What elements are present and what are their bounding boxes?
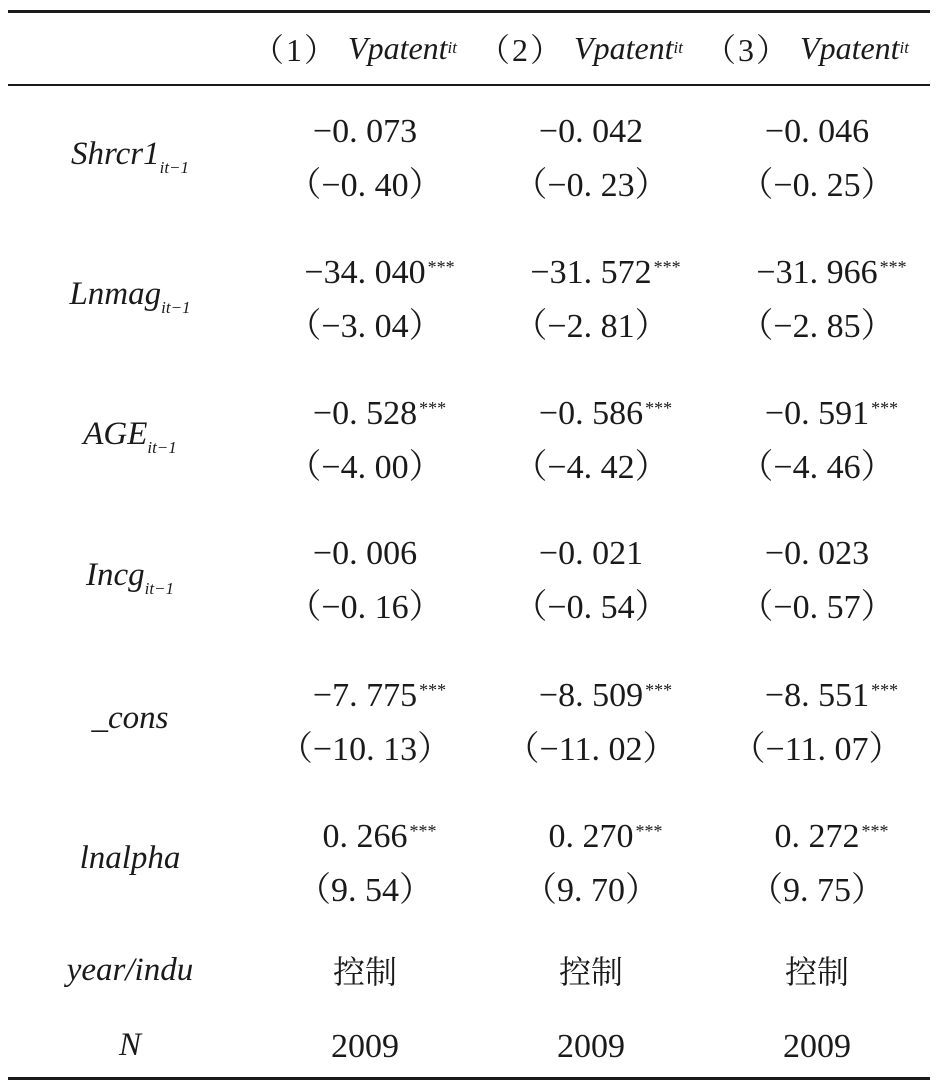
coef-cell [476,534,706,574]
row-label-n: N [118,1027,141,1063]
tstat-cell: （−0. 23） [513,167,669,204]
significance-stars: *** [635,821,663,841]
significance-stars: *** [861,821,889,841]
coef-cell [250,676,480,716]
row-label-text: AGE [83,416,148,452]
row-label-lnmag [10,276,250,318]
significance-stars: *** [879,257,907,277]
significance-stars: *** [645,680,673,700]
tstat-cell: （−11. 07） [731,731,903,768]
coefficient: −8. 509 [538,677,644,714]
row-label-text: Incg [85,557,145,593]
coef-cell [476,676,706,716]
coef-cell [702,253,932,293]
tstat-cell: （−4. 00） [287,449,443,486]
column-number: （2） [478,32,565,68]
column-variable: Vpatent [800,29,900,66]
coef-cell [702,676,932,716]
coefficient: −0. 042 [538,113,644,150]
table-header-rule [8,84,930,86]
coefficient: 0. 272 [774,818,860,855]
tstat-cell: （−2. 81） [513,308,669,345]
tstat-cell: （−0. 16） [287,589,443,626]
tstat-cell: （−3. 04） [287,308,443,345]
coefficient: −8. 551 [764,677,870,714]
row-label-cons [10,700,250,737]
tstat-cell: （9. 70） [523,872,659,909]
row-label-lnalpha [10,840,250,877]
n-cell: 2009 [331,1028,399,1065]
column-subscript: it [673,38,683,57]
significance-stars: *** [419,680,447,700]
significance-stars: *** [409,821,437,841]
control-cell: 控制 [558,953,623,991]
significance-stars: *** [419,398,447,418]
control-cell: 控制 [332,953,397,991]
coef-cell [476,817,706,857]
coefficient: −0. 021 [538,535,644,572]
coef-cell [250,534,480,574]
column-subscript: it [447,38,457,57]
tstat-cell: （9. 54） [297,872,433,909]
significance-stars: *** [653,257,681,277]
coef-cell [702,394,932,434]
column-subscript: it [899,38,909,57]
significance-stars: *** [427,257,455,277]
coef-cell [476,112,706,152]
significance-stars: *** [871,680,899,700]
n-cell: 2009 [557,1028,625,1065]
coef-cell [476,394,706,434]
table-bottom-rule [8,1077,930,1080]
coef-cell [250,817,480,857]
coef-cell [250,394,480,434]
coef-cell [702,112,932,152]
column-header-1 [252,22,457,74]
row-label-subscript: it−1 [147,438,177,457]
coef-cell [702,534,932,574]
row-label-text: _cons [91,700,169,736]
coefficient: −34. 040 [304,254,426,291]
column-variable: Vpatent [348,29,448,66]
tstat-cell: （−0. 54） [513,589,669,626]
coefficient: −0. 023 [764,535,870,572]
row-label-year-indu: year/indu [66,952,194,988]
coefficient: 0. 266 [322,818,408,855]
coef-cell [250,253,480,293]
coefficient: −7. 775 [312,677,418,714]
coef-cell [476,253,706,293]
n-cell: 2009 [783,1028,851,1065]
column-number: （1） [252,32,339,68]
row-label-text: Lnmag [69,276,162,312]
coef-cell [702,817,932,857]
tstat-cell: （−0. 40） [287,167,443,204]
row-label-text: Shrcr1 [70,136,160,172]
significance-stars: *** [871,398,899,418]
column-header-3 [704,22,909,74]
tstat-cell: （−4. 46） [739,449,895,486]
row-label-age [10,416,250,458]
significance-stars: *** [645,398,673,418]
tstat-cell: （−4. 42） [513,449,669,486]
row-label-incg [10,557,250,599]
coefficient: −0. 073 [312,113,418,150]
row-label-subscript: it−1 [144,579,175,598]
row-label-text: lnalpha [79,840,181,876]
coef-cell [250,112,480,152]
coefficient: −0. 006 [312,535,418,572]
tstat-cell: （−2. 85） [739,308,895,345]
tstat-cell: （−0. 25） [739,167,895,204]
tstat-cell: （9. 75） [749,872,885,909]
row-label-subscript: it−1 [161,298,191,317]
coefficient: −31. 966 [756,254,878,291]
tstat-cell: （−11. 02） [505,731,677,768]
coefficient: −0. 586 [538,395,644,432]
coefficient: −31. 572 [530,254,652,291]
coefficient: −0. 528 [312,395,418,432]
coefficient: −0. 046 [764,113,870,150]
tstat-cell: （−0. 57） [739,589,895,626]
control-cell: 控制 [784,953,849,991]
table-top-rule [8,10,930,13]
row-label-shrcr1 [10,136,250,178]
tstat-cell: （−10. 13） [278,731,452,768]
coefficient: −0. 591 [764,395,870,432]
row-label-subscript: it−1 [159,158,190,177]
column-header-2 [478,22,683,74]
column-variable: Vpatent [574,29,674,66]
coefficient: 0. 270 [548,818,634,855]
column-number: （3） [704,32,791,68]
